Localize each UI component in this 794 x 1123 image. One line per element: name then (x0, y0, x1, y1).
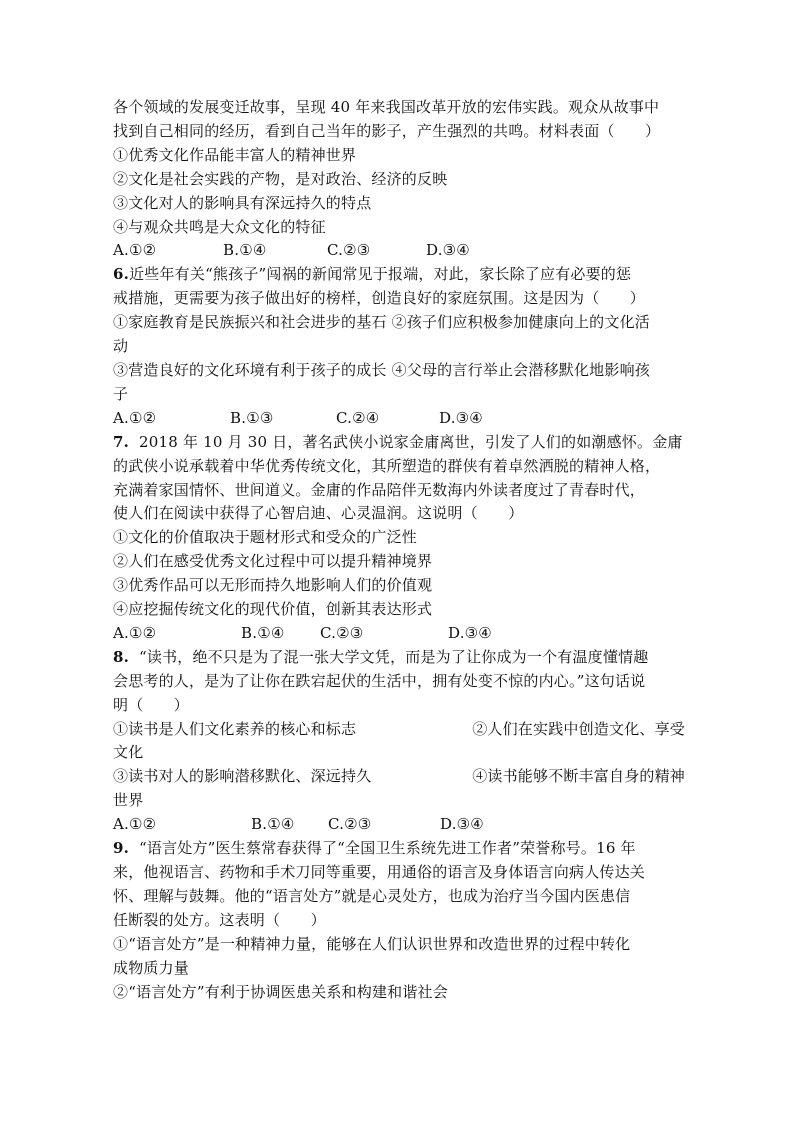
q9-stem-line-2: 来，他视语言、药物和手术刀同等重要，用通俗的语言及身体语言向病人传达关 (113, 863, 646, 881)
q6-stem-line-2: 戒措施，更需要为孩子做出好的榜样，创造良好的家庭氛围。这是因为（ ） (113, 289, 646, 308)
exam-page (113, 96, 685, 1004)
q7-item-1: ①文化的价值取决于题材形式和受众的广泛性 (113, 528, 418, 547)
q7-stem-line-2: 的武侠小说承载着中华优秀传统文化，其所塑造的群侠有着卓然洒脱的精神人格， (113, 456, 661, 475)
question-9 (113, 837, 685, 1004)
q9-item-line-3: ②“语言处方”有利于协调医患关系和构建和谐社会 (113, 982, 448, 1001)
q8-stem-line-3: 明（ ） (113, 695, 190, 714)
q7-stem-line-1: 2018 年 10 月 30 日，著名武侠小说家金庸离世，引发了人们的如潮感怀。金庸 (139, 432, 683, 451)
q7-choice-a[interactable]: A.①② (113, 623, 157, 642)
q8-stem-line-1: “读书，绝不只是为了混一张大学文凭，而是为了让你成为一个有温度懂情趣 (139, 647, 649, 666)
q8-item-2-cont: 文化 (113, 743, 144, 762)
q7-stem-line-4: 使人们在阅读中获得了心智启迪、心灵温润。这说明（ ） (113, 504, 524, 523)
q5-item-3: ③文化对人的影响具有深远持久的特点 (113, 193, 372, 212)
q6-item-line-4: 子 (113, 384, 129, 403)
q7-choice-d[interactable]: D.③④ (448, 623, 492, 642)
q5-item-1: ①优秀文化作品能丰富人的精神世界 (113, 145, 357, 164)
question-8 (113, 646, 685, 837)
q7-item-2: ②人们在感受优秀文化过程中可以提升精神境界 (113, 552, 433, 571)
q8-item-4: ④读书能够不断丰富自身的精神 (472, 767, 685, 786)
q5-item-4: ④与观众共鸣是大众文化的特征 (113, 217, 326, 236)
q8-item-3: ③读书对人的影响潜移默化、深远持久 (113, 767, 372, 786)
question-5 (113, 96, 685, 263)
q5-choice-d[interactable]: D.③④ (426, 241, 470, 260)
q9-number: 9. (113, 839, 130, 858)
q9-item-line-1: ①“语言处方”是一种精神力量，能够在人们认识世界和改造世界的过程中转化 (113, 934, 631, 953)
q7-stem-line-3: 充满着家国情怀、世间道义。金庸的作品陪伴无数海内外读者度过了青春时代， (113, 480, 646, 499)
q8-choices (113, 813, 685, 837)
q5-choices (113, 239, 685, 263)
q5-choice-c[interactable]: C.②③ (327, 241, 371, 260)
q6-choice-c[interactable]: C.②④ (336, 408, 380, 427)
q8-choice-d[interactable]: D.③④ (440, 815, 484, 834)
q5-stem-line-1: 各个领域的发展变迁故事，呈现 40 年来我国改革开放的宏伟实践。观众从故事中 (113, 98, 660, 116)
q8-item-row-2 (113, 765, 685, 789)
q8-number: 8. (113, 647, 130, 666)
q5-item-2: ②文化是社会实践的产物，是对政治、经济的反映 (113, 169, 448, 188)
q7-choice-c[interactable]: C.②③ (320, 623, 364, 642)
q6-choice-d[interactable]: D.③④ (439, 408, 483, 427)
q6-item-line-2: 动 (113, 337, 129, 356)
question-6 (113, 263, 685, 430)
q9-stem-line-4: 任断裂的处方。这表明（ ） (113, 910, 326, 929)
q6-number: 6. (113, 265, 130, 284)
q8-choice-c[interactable]: C.②③ (328, 815, 372, 834)
q6-stem-line-1: 近些年有关“熊孩子”闯祸的新闻常见于报端，对此，家长除了应有必要的惩 (129, 265, 632, 284)
q6-choices (113, 407, 685, 431)
q9-stem-line-3: 怀、理解与鼓舞。他的“语言处方”就是心灵处方，也成为治疗当今国内医患信 (113, 886, 631, 905)
q7-number: 7. (113, 432, 130, 451)
q7-choices (113, 622, 685, 646)
q6-item-line-3: ③营造良好的文化环境有利于孩子的成长 ④父母的言行举止会潜移默化地影响孩 (113, 360, 650, 379)
q6-choice-b[interactable]: B.①③ (230, 408, 274, 427)
q5-stem-line-2: 找到自己相同的经历，看到自己当年的影子，产生强烈的共鸣。材料表面（ ） (113, 121, 661, 140)
q8-stem-line-2: 会思考的人，是为了让你在跌宕起伏的生活中，拥有处变不惊的内心。”这句话说 (113, 671, 646, 690)
q8-choice-a[interactable]: A.①② (113, 815, 157, 834)
q9-item-line-2: 成物质力量 (113, 958, 190, 977)
q8-item-4-cont: 世界 (113, 791, 144, 810)
q7-item-3: ③优秀作品可以无形而持久地影响人们的价值观 (113, 576, 433, 595)
q8-choice-b[interactable]: B.①④ (251, 815, 295, 834)
q5-choice-b[interactable]: B.①④ (223, 241, 267, 260)
q7-item-4: ④应挖掘传统文化的现代价值，创新其表达形式 (113, 600, 433, 619)
q8-item-2: ②人们在实践中创造文化、享受 (472, 719, 685, 738)
q9-stem-line-1: “语言处方”医生蔡常春获得了“全国卫生系统先进工作者”荣誉称号。16 年 (139, 839, 636, 858)
q8-item-row-1 (113, 718, 685, 742)
q7-choice-b[interactable]: B.①④ (241, 623, 285, 642)
q6-item-line-1: ①家庭教育是民族振兴和社会进步的基石 ②孩子们应积极参加健康向上的文化活 (113, 313, 650, 332)
question-7 (113, 431, 685, 646)
q5-choice-a[interactable]: A.①② (113, 241, 157, 260)
q8-item-1: ①读书是人们文化素养的核心和标志 (113, 719, 357, 738)
q6-choice-a[interactable]: A.①② (113, 408, 157, 427)
